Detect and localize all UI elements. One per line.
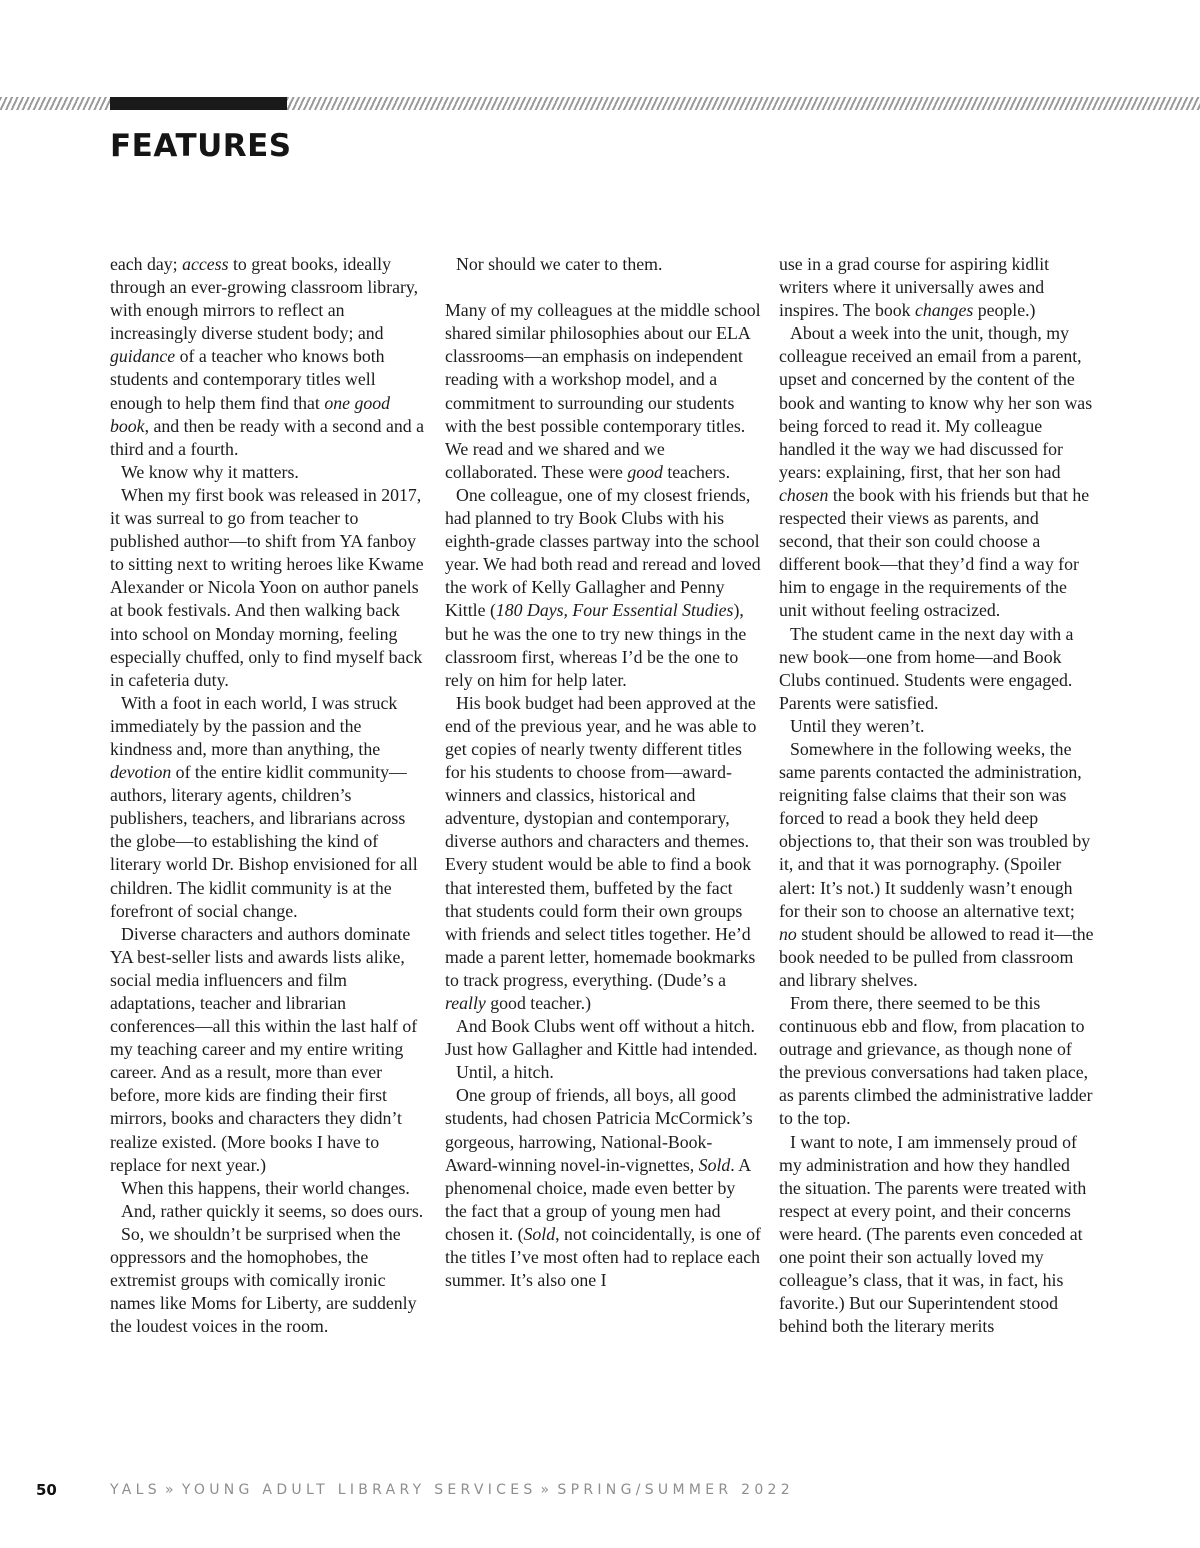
header-accent-bar [110,97,287,110]
article-column-2 [445,253,761,1292]
footer-separator: » [540,1482,554,1498]
paragraph: When this happens, their world changes. [121,1177,410,1198]
paragraph: One colleague, one of my closest friends, had planned to try Book Clubs with his eighth-grade classes partway into the school year. We had both read and reread and loved the work of Kelly Gallagher and Penny Kittle (180 Days, Four Essential Studies), but he was the one to try new things in the classroom first, whereas I’d be the one to rely on him for help later. [445,484,761,690]
paragraph: One group of friends, all boys, all good students, had chosen Patricia McCormick’s gorgeous, harrowing, National-Book-Award-winning novel-in-vignettes, Sold. A phenomenal choice, made even better by the fact that a group of young men had chosen it. (Sold, not coincidentally, is one of the titles I’ve most often had to replace each summer. It’s also one I [445,1085,761,1291]
footer-separator: » [164,1482,178,1498]
paragraph: use in a grad course for aspiring kidlit writers where it universally awes and inspires. The book changes people.) [779,254,1050,321]
paragraph: Nor should we cater to them. [456,254,663,274]
paragraph: Until, a hitch. [456,1062,554,1083]
paragraph: We know why it matters. [121,461,299,482]
page-footer [0,1478,1200,1504]
page-number: 50 [36,1481,57,1499]
paragraph: About a week into the unit, though, my colleague received an email from a parent, upset and concerned by the content of the book and wanting to know why her son was being forced to read it. My colleague handled it the way we had discussed for years: explaining, first, that her son had chosen the book with his friends but that he respected their views as parents, and second, that their son could choose a different book—that they’d find a way for him to engage in the requirements of the unit without feeling ostracized. [779,323,1093,621]
paragraph: Diverse characters and authors dominate YA best-seller lists and awards lists alike, social media influencers and film adaptations, teacher and librarian conferences—all this within the last half of my teaching career and my entire writing career. And as a result, more than ever before, more kids are finding their first mirrors, books and characters they didn’t realize existed. (More books I have to replace for next year.) [110,923,418,1175]
article-column-1 [110,253,426,1338]
paragraph: Somewhere in the following weeks, the same parents contacted the administration, reigniting false claims that their son was forced to read a book they held deep objections to, that their son was troubled by it, and that it was pornography. (Spoiler alert: It’s not.) It suddenly wasn’t enough for their son to choose an alternative text; no student should be allowed to read it—the book needed to be pulled from classroom and library shelves. [779,738,1094,990]
paragraph: each day; access to great books, ideally through an ever-growing classroom library, with enough mirrors to reflect an increasingly diverse student body; and guidance of a teacher who knows both students and contemporary titles well enough to help them find that one good book, and then be ready with a second and a third and a fourth. [110,254,425,459]
section-title: FEATURES [110,128,292,164]
publication-full: YOUNG ADULT LIBRARY SERVICES [181,1482,537,1498]
paragraph: And Book Clubs went off without a hitch. Just how Gallagher and Kittle had intended. [445,1016,758,1060]
running-footer [110,1482,794,1498]
paragraph: His book budget had been approved at the end of the previous year, and he was able to get copies of nearly twenty different titles for his students to choose from—award-winners and classics, historical and adventure, dystopian and contemporary, diverse authors and characters and themes. Every student would be able to find a book that interested them, buffeted by the fact that students could form their own groups with friends and select titles together. He’d made a parent letter, homemade bookmarks to track progress, everything. (Dude’s a really good teacher.) [445,692,757,1013]
paragraph: And, rather quickly it seems, so does ours. [121,1200,424,1221]
paragraph: With a foot in each world, I was struck immediately by the passion and the kindness and, more than anything, the devotion of the entire kidlit community—authors, literary agents, children’s publishers, teachers, and librarians across the globe—to establishing the kind of literary world Dr. Bishop envisioned for all children. The kidlit community is at the forefront of social change. [110,692,418,921]
paragraph: Until they weren’t. [790,715,925,736]
paragraph: The student came in the next day with a new book—one from home—and Book Clubs continued. Students were engaged. Parents were satisfied. [779,623,1074,713]
article-column-3 [779,253,1095,1338]
paragraph: I want to note, I am immensely proud of my administration and how they handled the situation. The parents were treated with respect at every point, and their concerns were heard. (The parents even conceded at one point their son actually loved my colleague’s class, that it was, in fact, his favorite.) But our Superintendent stood behind both the literary merits [779,1131,1087,1337]
publication-short: YALS [110,1482,161,1498]
issue-date: SPRING/SUMMER 2022 [557,1482,794,1498]
paragraph: So, we shouldn’t be surprised when the oppressors and the homophobes, the extremist groups with comically ironic names like Moms for Liberty, are suddenly the loudest voices in the room. [110,1223,417,1337]
paragraph: From there, there seemed to be this continuous ebb and flow, from placation to outrage and grievance, as though none of the previous conversations had taken place, as parents climbed the administrative ladder to the top. [779,993,1093,1129]
paragraph: When my first book was released in 2017, it was surreal to go from teacher to published author—to shift from YA fanboy to sitting next to writing heroes like Kwame Alexander or Nicola Yoon on author panels at book festivals. And then walking back into school on Monday morning, feeling especially chuffed, only to find myself back in cafeteria duty. [110,484,424,690]
paragraph: Many of my colleagues at the middle school shared similar philosophies about our ELA classrooms—an emphasis on independent reading with a workshop model, and a commitment to surrounding our students with the best possible contemporary titles. We read and we shared and we collaborated. These were good teachers. [445,300,761,482]
